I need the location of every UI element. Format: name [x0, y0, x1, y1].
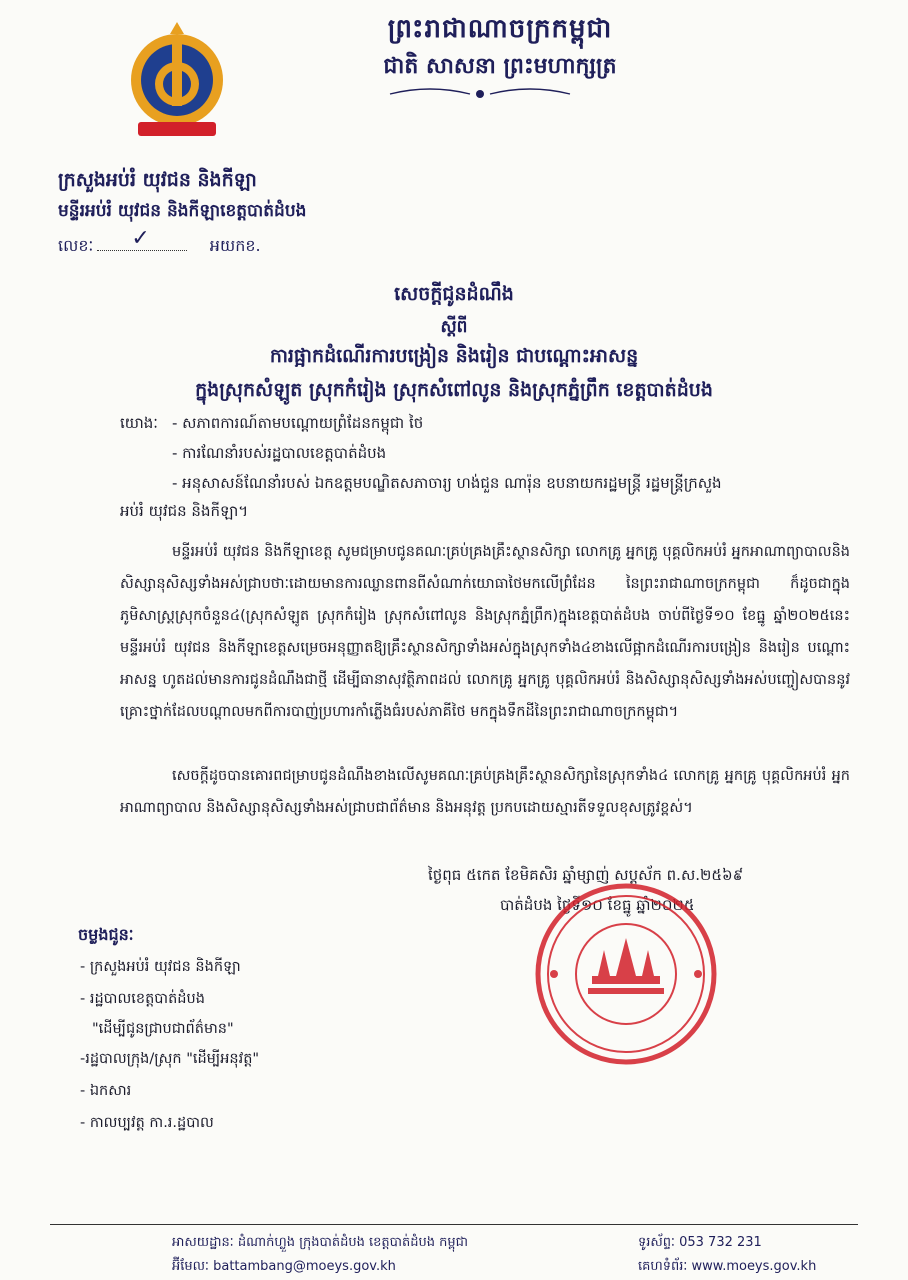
footer-email: អ៊ីមែលៈ battambang@moeys.gov.kh [172, 1259, 396, 1274]
ref-checkmark: ✓ [131, 226, 150, 251]
notice-subject: ការផ្អាកដំណើរការបង្រៀន និងរៀន ជាបណ្តោះអាសន្ន [269, 345, 639, 367]
footer-phone: ទូរស័ព្ទៈ 053 732 231 [638, 1235, 762, 1250]
reference-number [58, 226, 261, 259]
ministry-emblem-icon [118, 18, 236, 140]
department-name: មន្ទីរអប់រំ យុវជន និងកីឡាខេត្តបាត់ដំបង [58, 201, 307, 221]
national-motto: ជាតិ សាសនា ព្រះមហាក្សត្រ [383, 54, 617, 79]
notice-subject-label: ស្តីពី [440, 317, 468, 337]
notice-subject-districts: ក្នុងស្រុកសំឡូត ស្រុកកំរៀង ស្រុកសំពៅលូន និងស្រុកភ្នំព្រឹក ខេត្តបាត់ដំបង [195, 379, 713, 401]
recipient-item: - រដ្ឋបាលខេត្តបាត់ដំបង [80, 991, 205, 1007]
ornament-divider-icon [380, 84, 580, 104]
recipient-item: - ឯកសារ [80, 1083, 132, 1099]
footer-divider [50, 1224, 858, 1225]
footer-address: អាសយដ្ឋានៈ ដំណាក់ហ្លួង ក្រុងបាត់ដំបង ខេត្តបាត់ដំបង កម្ពុជា [172, 1235, 469, 1250]
body-paragraph-2: សេចក្តីដូចបានគោរពជម្រាបជូនដំណឹងខាងលើសូមគណៈគ្រប់គ្រងគ្រឹះស្ថានសិក្សានៃស្រុកទាំង៤ លោកគ្រូ អ្នកគ្រូ បុគ្គលិកអប់រំ អ្នកអាណាព្យាបាល និងសិស្សានុសិស្សទាំងអស់ជ្រាបជាព័ត៌មាន និងអនុវត្ត ប្រកបដោយស្មារតីទទួលខុសត្រូវខ្ពស់។ [120, 768, 850, 816]
kingdom-title: ព្រះរាជាណាចក្រកម្ពុជា [387, 14, 613, 44]
official-seal-icon [532, 880, 720, 1068]
recipient-item: - ក្រសួងអប់រំ យុវជន និងកីឡា [80, 959, 241, 975]
notice-title: សេចក្តីជូនដំណឹង [394, 283, 514, 305]
footer-website: គេហទំព័រៈ www.moeys.gov.kh [638, 1259, 817, 1274]
ref-suffix: អយកខ. [209, 236, 261, 255]
recipient-item: -រដ្ឋបាលក្រុង/ស្រុក "ដើម្បីអនុវត្ត" [80, 1051, 260, 1067]
basis-item-continuation: អប់រំ យុវជន និងកីឡា។ [120, 502, 249, 520]
lunar-date: ថ្ងៃពុធ ៥កេត ខែមិគសិរ ឆ្នាំម្សាញ់ សប្តស័ក ព.ស.២៥៦៩ [428, 866, 744, 884]
solar-date: បាត់ដំបង ថ្ងៃទី១០ ខែធ្នូ ឆ្នាំ២០២៥ [500, 896, 695, 914]
ref-prefix: លេខៈ [58, 236, 94, 255]
body-paragraph-1: មន្ទីរអប់រំ យុវជន និងកីឡាខេត្ត សូមជម្រាបជូនគណៈគ្រប់គ្រងគ្រឹះស្ថានសិក្សា លោកគ្រូ អ្នកគ្រូ បុគ្គលិកអប់រំ អ្នកអាណាព្យាបាលនិងសិស្សានុសិស្សទាំងអស់ជ្រាបថាៈដោយមានការឈ្លានពានពីសំណាក់យោធាថៃមកលើព្រំដែន នៃព្រះរាជាណាចក្រកម្ពុជា ក៏ដូចជាក្នុងភូមិសាស្ត្រស្រុកចំនួន៤(ស្រុកសំឡូត ស្រុកកំរៀង ស្រុកសំពៅលូន និងស្រុកភ្នំព្រឹក)ក្នុងខេត្តបាត់ដំបង ចាប់ពីថ្ងៃទី១០ ខែធ្នូ ឆ្នាំ២០២៥នេះ មន្ទីរអប់រំ យុវជន និងកីឡាខេត្តសម្រេចអនុញ្ញាតឱ្យគ្រឹះស្ថានសិក្សាទាំងអស់ក្នុងស្រុកទាំង៤ខាងលើផ្អាកដំណើរការបង្រៀន និងរៀន បណ្តោះអាសន្ន ហូតដល់មានការជូនដំណឹងជាថ្មី ដើម្បីធានាសុវត្ថិភាពដល់ លោកគ្រូ អ្នកគ្រូ បុគ្គលិកអប់រំ និងសិស្សានុសិស្សទាំងអស់បញ្ចៀសបាននូវគ្រោះថ្នាក់ដែលបណ្តាលមកពីការបាញ់ប្រហារកាំភ្លើងធំរបស់ភាគីថៃ មកក្នុងទឹកដីនៃព្រះរាជាណាចក្រកម្ពុជា។ [120, 544, 850, 720]
ministry-name: ក្រសួងអប់រំ យុវជន និងកីឡា [58, 169, 257, 191]
basis-item: - សភាពការណ៍តាមបណ្តោយព្រំដែនកម្ពុជា ថៃ [172, 414, 424, 432]
basis-item: - ការណែនាំរបស់រដ្ឋបាលខេត្តបាត់ដំបង [172, 444, 387, 462]
basis-item: - អនុសាសន៍ណែនាំរបស់ ឯកឧត្តមបណ្ឌិតសភាចារ្យ ហង់ជួន ណារ៉ុន ឧបនាយករដ្ឋមន្ត្រី រដ្ឋមន្ត្រីក្រសួង [172, 474, 722, 492]
basis-label: យោងៈ [120, 414, 158, 432]
recipients-title: ចម្លងជូនៈ [78, 925, 134, 944]
recipient-item: "ដើម្បីជូនជ្រាបជាព័ត៌មាន" [92, 1021, 234, 1037]
recipient-item: - កាលប្បវត្ត កា.រ.ដ្ឋបាល [80, 1115, 214, 1131]
